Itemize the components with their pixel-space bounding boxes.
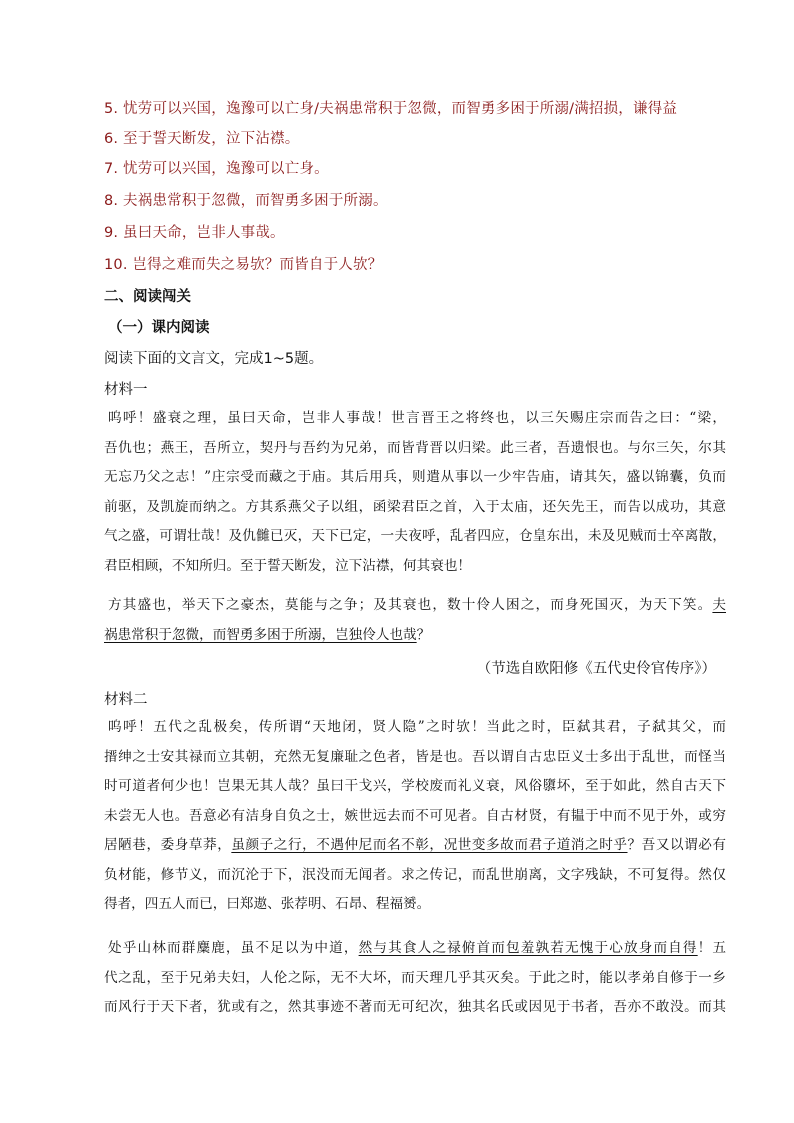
underlined-text: 虽颜子之行，不遇仲尼而名不彰，况世变多故而君子道消之时乎 (231, 837, 628, 853)
text-line: 时可道者何少也！岂果无其人哉？虽曰干戈兴，学校废而礼义衰，风俗隳坏，至于如此，然自古天下 (104, 778, 726, 794)
answer-10: 10. 岂得之难而失之易欤？而皆自于人欤？ (104, 257, 383, 273)
material1-label: 材料一 (104, 382, 148, 398)
text-line (104, 934, 726, 964)
plain-text: ？ (416, 626, 431, 643)
material2-label: 材料二 (104, 692, 148, 708)
text-line: 呜呼！五代之乱极矣，传所谓“天地闭，贤人隐”之时欤！当此之时，臣弑其君，子弑其父，而 (108, 719, 726, 735)
subsection-title: （一）课内阅读 (108, 320, 210, 336)
text-line: 未尝无人也。吾意必有洁身自负之士，嫉世远去而不可见者。自古材贤，有韫于中而不见于外，或穷 (104, 807, 726, 824)
text-line: 君臣相顾，不知所归。至于誓天断发，泣下沾襟，何其衰也！ (104, 557, 472, 574)
text-line: 无忘乃父之志！”庄宗受而藏之于庙。其后用兵，则遣从事以一少牢告庙，请其矢，盛以锦囊，负而 (104, 469, 726, 485)
text-line: 而风行于天下者，犹或有之，然其事迹不著而无可纪次，独其名氏或因见于书者，吾亦不敢没。而其 (104, 999, 726, 1015)
text-line: 搢绅之士安其禄而立其朝，充然无复廉耻之色者，皆是也。吾以谓自古忠臣义士多出于乱世，而怪当 (104, 748, 726, 765)
text-line (104, 621, 726, 651)
text-line: 得者，四五人而已，曰郑遨、张荐明、石昂、程福赟。 (104, 896, 431, 912)
source-citation: （节选自欧阳修《五代史伶官传序》） (476, 661, 716, 677)
material2-paragraph1 (104, 713, 726, 920)
section-title: 二、阅读闯关 (104, 289, 191, 305)
text-line (104, 591, 726, 621)
material1-paragraph1 (104, 404, 726, 581)
text-line: 吾仇也；燕王，吾所立，契丹与吾约为兄弟，而皆背晋以归梁。此三者，吾遗恨也。与尔三矢，尔其 (104, 439, 726, 456)
plain-text: 方其盛也，举天下之豪杰，莫能与之争；及其衰也，数十伶人困之，而身死国灭，为天下笑。 (108, 597, 713, 613)
underlined-text: 夫 (712, 597, 726, 613)
answer-8: 8. 夫祸患常积于忽微，而智勇多困于所溺。 (104, 193, 388, 209)
answer-7: 7. 忧劳可以兴国，逸豫可以亡身。 (104, 161, 329, 177)
material1-paragraph2 (104, 591, 726, 650)
plain-text: 处乎山林而群麋鹿，虽不足以为中道， (108, 940, 359, 956)
text-line (104, 831, 726, 861)
plain-text: ？吾又以谓必有 (627, 837, 726, 853)
answer-5: 5. 忧劳可以兴国，逸豫可以亡身/夫祸患常积于忽微，而智勇多困于所溺/满招损，谦得益 (104, 101, 678, 117)
text-line: 前驱，及凯旋而纳之。方其系燕父子以组，函梁君臣之首，入于太庙，还矢先王，而告以成功，其意 (104, 498, 726, 515)
text-line: 呜呼！盛衰之理，虽曰天命，岂非人事哉！世言晋王之将终也，以三矢赐庄宗而告之曰：“梁， (108, 410, 726, 426)
answer-9: 9. 虽曰天命，岂非人事哉。 (104, 225, 285, 241)
text-line: 负材能，修节义，而沉沦于下，泯没而无闻者。求之传记，而乱世崩离，文字残缺，不可复得。然仅 (104, 866, 726, 883)
plain-text: ！五 (697, 940, 726, 956)
plain-text: 居陋巷，委身草莽， (104, 837, 232, 853)
instruction-text: 阅读下面的文言文，完成1~5题。 (104, 351, 324, 367)
answer-6: 6. 至于誓天断发，泣下沾襟。 (104, 131, 300, 147)
underlined-text: 然与其食人之禄俯首而包羞孰若无愧于心放身而自得 (358, 940, 698, 956)
material2-paragraph2 (104, 934, 726, 1023)
text-line: 气之盛，可谓壮哉！及仇雠已灭，天下已定，一夫夜呼，乱者四应，仓皇东出，未及见贼而士卒离散， (104, 528, 726, 544)
underlined-text: 祸患常积于忽微，而智勇多困于所溺，岂独伶人也哉 (104, 626, 417, 643)
text-line: 代之乱，至于兄弟夫妇，人伦之际，无不大坏，而天理几乎其灭矣。于此之时，能以孝弟自修于一乡 (104, 969, 726, 986)
